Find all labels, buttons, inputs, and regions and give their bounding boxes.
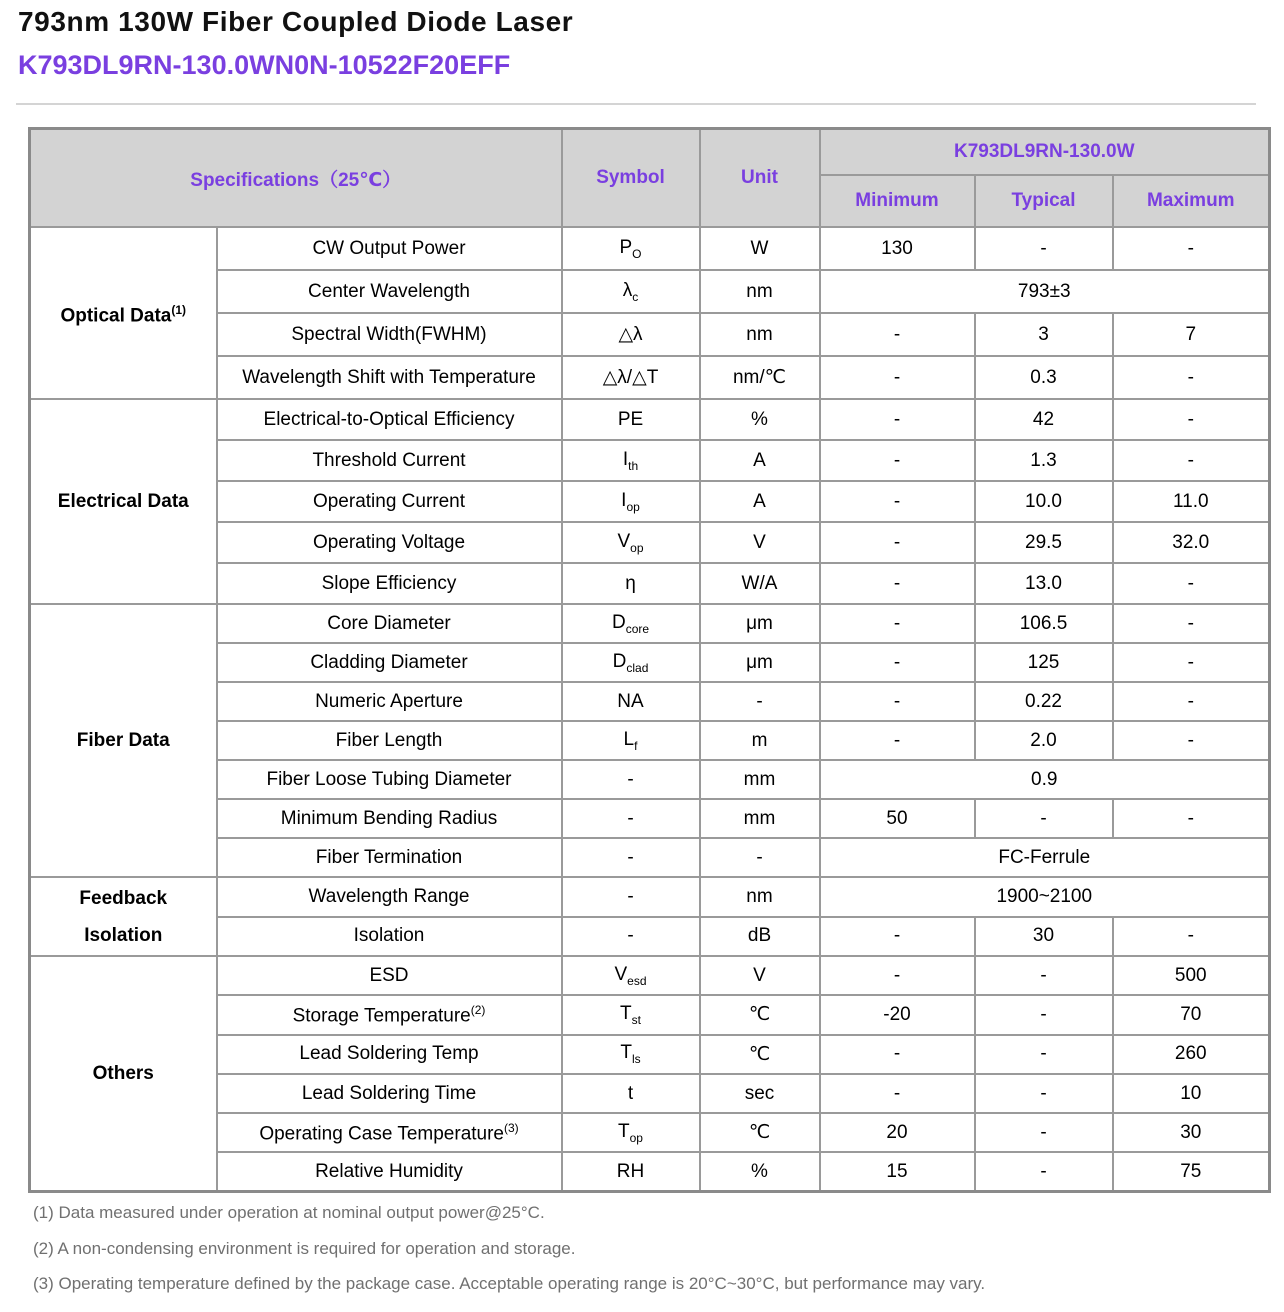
- max-value-cell: -: [1113, 356, 1270, 399]
- unit-cell: sec: [700, 1074, 820, 1113]
- footnote-marker: (1): [171, 302, 187, 317]
- min-value-cell: -: [820, 1035, 975, 1074]
- symbol-text: NA: [617, 690, 644, 712]
- symbol-text: P: [619, 236, 633, 258]
- group-label-feedback: [30, 877, 217, 956]
- parameter-name: CW Output Power: [312, 237, 466, 259]
- parameter-name: Fiber Length: [335, 729, 443, 751]
- typ-value-cell: 1.3: [975, 440, 1113, 481]
- divider: [16, 103, 1256, 105]
- symbol-text: I: [622, 448, 629, 470]
- parameter-cell: [217, 838, 562, 877]
- symbol-text: t: [627, 1082, 634, 1104]
- min-value-cell: -: [820, 313, 975, 356]
- parameter-name: Spectral Width(FWHM): [291, 323, 487, 345]
- unit-cell: ℃: [700, 1035, 820, 1074]
- parameter-cell: [217, 604, 562, 643]
- max-value-cell: -: [1113, 682, 1270, 721]
- typ-value-cell: 30: [975, 917, 1113, 957]
- min-value-cell: -: [820, 682, 975, 721]
- group-label-line: Feedback: [79, 887, 168, 909]
- symbol-cell: [562, 227, 700, 270]
- symbol-text: T: [618, 1120, 630, 1142]
- max-value-cell: -: [1113, 643, 1270, 682]
- parameter-name: Fiber Termination: [315, 846, 463, 868]
- typ-value-cell: -: [975, 956, 1113, 995]
- header-unit: Unit: [700, 129, 820, 228]
- unit-cell: nm: [700, 270, 820, 313]
- group-label-text: Electrical Data: [57, 491, 189, 512]
- symbol-cell: [562, 1035, 700, 1074]
- max-value-cell: -: [1113, 399, 1270, 440]
- min-value-cell: -: [820, 956, 975, 995]
- symbol-subscript: O: [632, 246, 642, 261]
- typ-value-cell: 42: [975, 399, 1113, 440]
- value-span-cell: 1900~2100: [820, 877, 1270, 917]
- parameter-cell: [217, 682, 562, 721]
- footnote: (2) A non-condensing environment is required for operation and storage.: [33, 1238, 576, 1258]
- symbol-subscript: f: [634, 738, 638, 753]
- symbol-text: -: [627, 925, 634, 947]
- unit-cell: nm: [700, 877, 820, 917]
- symbol-cell: [562, 356, 700, 399]
- min-value-cell: -: [820, 563, 975, 604]
- max-value-cell: 70: [1113, 995, 1270, 1034]
- symbol-subscript: clad: [626, 660, 649, 675]
- unit-cell: mm: [700, 760, 820, 799]
- symbol-text: T: [620, 1003, 632, 1025]
- max-value-cell: 11.0: [1113, 481, 1270, 522]
- header-specifications: Specifications（25℃）: [30, 129, 562, 228]
- typ-value-cell: 10.0: [975, 481, 1113, 522]
- parameter-name: Cladding Diameter: [310, 651, 468, 673]
- unit-cell: nm/℃: [700, 356, 820, 399]
- min-value-cell: -: [820, 1074, 975, 1113]
- symbol-cell: [562, 399, 700, 440]
- min-value-cell: -20: [820, 995, 975, 1034]
- min-value-cell: -: [820, 917, 975, 957]
- footnote: (1) Data measured under operation at nominal output power@25°C.: [33, 1203, 545, 1222]
- group-label-electrical: [30, 399, 217, 604]
- parameter-name: Core Diameter: [327, 612, 451, 634]
- symbol-subscript: op: [626, 499, 640, 514]
- symbol-cell: [562, 799, 700, 838]
- unit-cell: μm: [700, 643, 820, 682]
- min-value-cell: -: [820, 522, 975, 563]
- header-maximum: Maximum: [1113, 175, 1270, 227]
- max-value-cell: 32.0: [1113, 522, 1270, 563]
- symbol-text: -: [627, 846, 634, 868]
- parameter-cell: [217, 877, 562, 917]
- parameter-name: Operating Case Temperature: [259, 1123, 504, 1144]
- value-span-cell: 793±3: [820, 270, 1270, 313]
- unit-cell: ℃: [700, 995, 820, 1034]
- unit-cell: %: [700, 1152, 820, 1191]
- symbol-subscript: core: [625, 621, 650, 636]
- symbol-cell: [562, 877, 700, 917]
- symbol-cell: [562, 440, 700, 481]
- symbol-text: η: [625, 572, 636, 594]
- min-value-cell: -: [820, 440, 975, 481]
- typ-value-cell: 0.22: [975, 682, 1113, 721]
- model-number: K793DL9RN-130.0WN0N-10522F20EFF: [18, 50, 511, 80]
- unit-cell: dB: [700, 917, 820, 957]
- symbol-text: RH: [616, 1160, 645, 1182]
- symbol-text: D: [612, 650, 627, 672]
- max-value-cell: -: [1113, 440, 1270, 481]
- parameter-cell: [217, 799, 562, 838]
- unit-cell: mm: [700, 799, 820, 838]
- parameter-cell: [217, 643, 562, 682]
- symbol-cell: [562, 604, 700, 643]
- group-label-optical: [30, 227, 217, 399]
- header-symbol: Symbol: [562, 129, 700, 228]
- table-row: [30, 227, 1270, 270]
- parameter-name: ESD: [369, 964, 409, 986]
- symbol-cell: [562, 956, 700, 995]
- parameter-cell: [217, 760, 562, 799]
- parameter-cell: [217, 313, 562, 356]
- parameter-cell: [217, 1113, 562, 1152]
- parameter-name: Minimum Bending Radius: [280, 807, 498, 829]
- symbol-text: -: [627, 885, 634, 907]
- symbol-cell: [562, 1113, 700, 1152]
- symbol-cell: [562, 522, 700, 563]
- unit-cell: A: [700, 440, 820, 481]
- symbol-text: PE: [617, 408, 644, 430]
- parameter-name: Numeric Aperture: [315, 690, 463, 712]
- footnote-marker: (2): [470, 1002, 486, 1017]
- typ-value-cell: -: [975, 799, 1113, 838]
- unit-cell: V: [700, 522, 820, 563]
- unit-cell: V: [700, 956, 820, 995]
- parameter-cell: [217, 440, 562, 481]
- symbol-cell: [562, 917, 700, 957]
- symbol-cell: [562, 1074, 700, 1113]
- parameter-name: Threshold Current: [312, 449, 466, 471]
- parameter-name: Wavelength Range: [308, 885, 470, 907]
- spec-table-body: [30, 227, 1270, 1192]
- symbol-cell: [562, 838, 700, 877]
- parameter-cell: [217, 481, 562, 522]
- unit-cell: -: [700, 838, 820, 877]
- unit-cell: A: [700, 481, 820, 522]
- parameter-name: Relative Humidity: [315, 1160, 463, 1182]
- symbol-text: L: [623, 728, 635, 750]
- parameter-name: Slope Efficiency: [321, 572, 457, 594]
- typ-value-cell: 0.3: [975, 356, 1113, 399]
- symbol-text: △λ: [618, 324, 643, 345]
- max-value-cell: -: [1113, 799, 1270, 838]
- group-label-line: Isolation: [84, 924, 163, 946]
- symbol-text: λ: [622, 279, 633, 301]
- group-label-fiber: [30, 604, 217, 877]
- parameter-cell: [217, 563, 562, 604]
- typ-value-cell: -: [975, 227, 1113, 270]
- min-value-cell: 15: [820, 1152, 975, 1191]
- max-value-cell: 30: [1113, 1113, 1270, 1152]
- max-value-cell: 260: [1113, 1035, 1270, 1074]
- symbol-subscript: th: [628, 458, 639, 473]
- typ-value-cell: 3: [975, 313, 1113, 356]
- typ-value-cell: 13.0: [975, 563, 1113, 604]
- max-value-cell: -: [1113, 563, 1270, 604]
- max-value-cell: 500: [1113, 956, 1270, 995]
- unit-cell: -: [700, 682, 820, 721]
- max-value-cell: -: [1113, 227, 1270, 270]
- max-value-cell: -: [1113, 721, 1270, 760]
- table-row: [30, 956, 1270, 995]
- parameter-name: Center Wavelength: [308, 280, 470, 302]
- parameter-name: Lead Soldering Temp: [299, 1043, 479, 1065]
- min-value-cell: -: [820, 604, 975, 643]
- parameter-cell: [217, 995, 562, 1034]
- parameter-name: Fiber Loose Tubing Diameter: [266, 768, 512, 790]
- unit-cell: m: [700, 721, 820, 760]
- unit-cell: nm: [700, 313, 820, 356]
- table-row: [30, 604, 1270, 643]
- typ-value-cell: 106.5: [975, 604, 1113, 643]
- footnote-marker: (3): [504, 1120, 519, 1135]
- value-span-cell: FC-Ferrule: [820, 838, 1270, 877]
- parameter-cell: [217, 1074, 562, 1113]
- symbol-text: -: [627, 807, 634, 829]
- parameter-cell: [217, 721, 562, 760]
- parameter-cell: [217, 227, 562, 270]
- parameter-name: Isolation: [353, 925, 425, 947]
- parameter-cell: [217, 1152, 562, 1191]
- group-label-text: Others: [92, 1063, 154, 1085]
- max-value-cell: -: [1113, 604, 1270, 643]
- symbol-cell: [562, 1152, 700, 1191]
- symbol-subscript: ls: [631, 1052, 641, 1067]
- max-value-cell: 75: [1113, 1152, 1270, 1191]
- parameter-cell: [217, 399, 562, 440]
- min-value-cell: -: [820, 643, 975, 682]
- header-typical: Typical: [975, 175, 1113, 227]
- symbol-cell: [562, 682, 700, 721]
- max-value-cell: -: [1113, 917, 1270, 957]
- symbol-subscript: esd: [627, 973, 647, 988]
- footnote: (3) Operating temperature defined by the package case. Acceptable operating range is 20°C~30°C, but performance may vary.: [33, 1274, 986, 1293]
- value-span-cell: 0.9: [820, 760, 1270, 799]
- symbol-text: △λ/△T: [602, 367, 659, 388]
- max-value-cell: 7: [1113, 313, 1270, 356]
- group-label-text: Optical Data: [60, 305, 172, 327]
- parameter-cell: [217, 522, 562, 563]
- parameter-cell: [217, 1035, 562, 1074]
- symbol-text: T: [620, 1042, 632, 1064]
- min-value-cell: -: [820, 721, 975, 760]
- group-label-others: [30, 956, 217, 1192]
- parameter-name: Operating Voltage: [312, 531, 466, 553]
- parameter-cell: [217, 917, 562, 957]
- min-value-cell: -: [820, 481, 975, 522]
- typ-value-cell: -: [975, 1074, 1113, 1113]
- table-row: [30, 877, 1270, 917]
- symbol-text: V: [614, 963, 628, 985]
- typ-value-cell: 29.5: [975, 522, 1113, 563]
- parameter-name: Storage Temperature: [292, 1005, 471, 1027]
- table-row: [30, 399, 1270, 440]
- symbol-cell: [562, 721, 700, 760]
- page-title: 793nm 130W Fiber Coupled Diode Laser: [18, 6, 574, 37]
- parameter-name: Operating Current: [312, 490, 466, 512]
- min-value-cell: -: [820, 399, 975, 440]
- min-value-cell: -: [820, 356, 975, 399]
- symbol-subscript: op: [630, 540, 644, 555]
- symbol-subscript: op: [629, 1130, 643, 1145]
- typ-value-cell: -: [975, 1035, 1113, 1074]
- header-model: K793DL9RN-130.0W: [820, 129, 1270, 176]
- header-minimum: Minimum: [820, 175, 975, 227]
- unit-cell: μm: [700, 604, 820, 643]
- min-value-cell: 20: [820, 1113, 975, 1152]
- symbol-text: -: [627, 768, 634, 790]
- symbol-cell: [562, 563, 700, 604]
- typ-value-cell: -: [975, 1113, 1113, 1152]
- parameter-cell: [217, 356, 562, 399]
- symbol-cell: [562, 270, 700, 313]
- symbol-cell: [562, 481, 700, 522]
- max-value-cell: 10: [1113, 1074, 1270, 1113]
- typ-value-cell: -: [975, 995, 1113, 1034]
- unit-cell: W/A: [700, 563, 820, 604]
- parameter-name: Lead Soldering Time: [301, 1082, 477, 1104]
- symbol-cell: [562, 313, 700, 356]
- parameter-name: Electrical-to-Optical Efficiency: [263, 408, 515, 430]
- symbol-subscript: c: [632, 289, 639, 304]
- parameter-cell: [217, 956, 562, 995]
- min-value-cell: 130: [820, 227, 975, 270]
- symbol-text: D: [611, 611, 626, 633]
- unit-cell: %: [700, 399, 820, 440]
- unit-cell: ℃: [700, 1113, 820, 1152]
- symbol-cell: [562, 643, 700, 682]
- typ-value-cell: -: [975, 1152, 1113, 1191]
- symbol-text: I: [621, 489, 627, 511]
- min-value-cell: 50: [820, 799, 975, 838]
- parameter-name: Wavelength Shift with Temperature: [242, 366, 536, 388]
- symbol-subscript: st: [631, 1012, 641, 1027]
- spec-table: [28, 127, 1271, 1193]
- parameter-cell: [217, 270, 562, 313]
- symbol-cell: [562, 995, 700, 1034]
- footnotes: [33, 1203, 985, 1310]
- unit-cell: W: [700, 227, 820, 270]
- typ-value-cell: 2.0: [975, 721, 1113, 760]
- symbol-text: V: [617, 530, 631, 552]
- typ-value-cell: 125: [975, 643, 1113, 682]
- symbol-cell: [562, 760, 700, 799]
- group-label-text: Fiber Data: [76, 730, 170, 751]
